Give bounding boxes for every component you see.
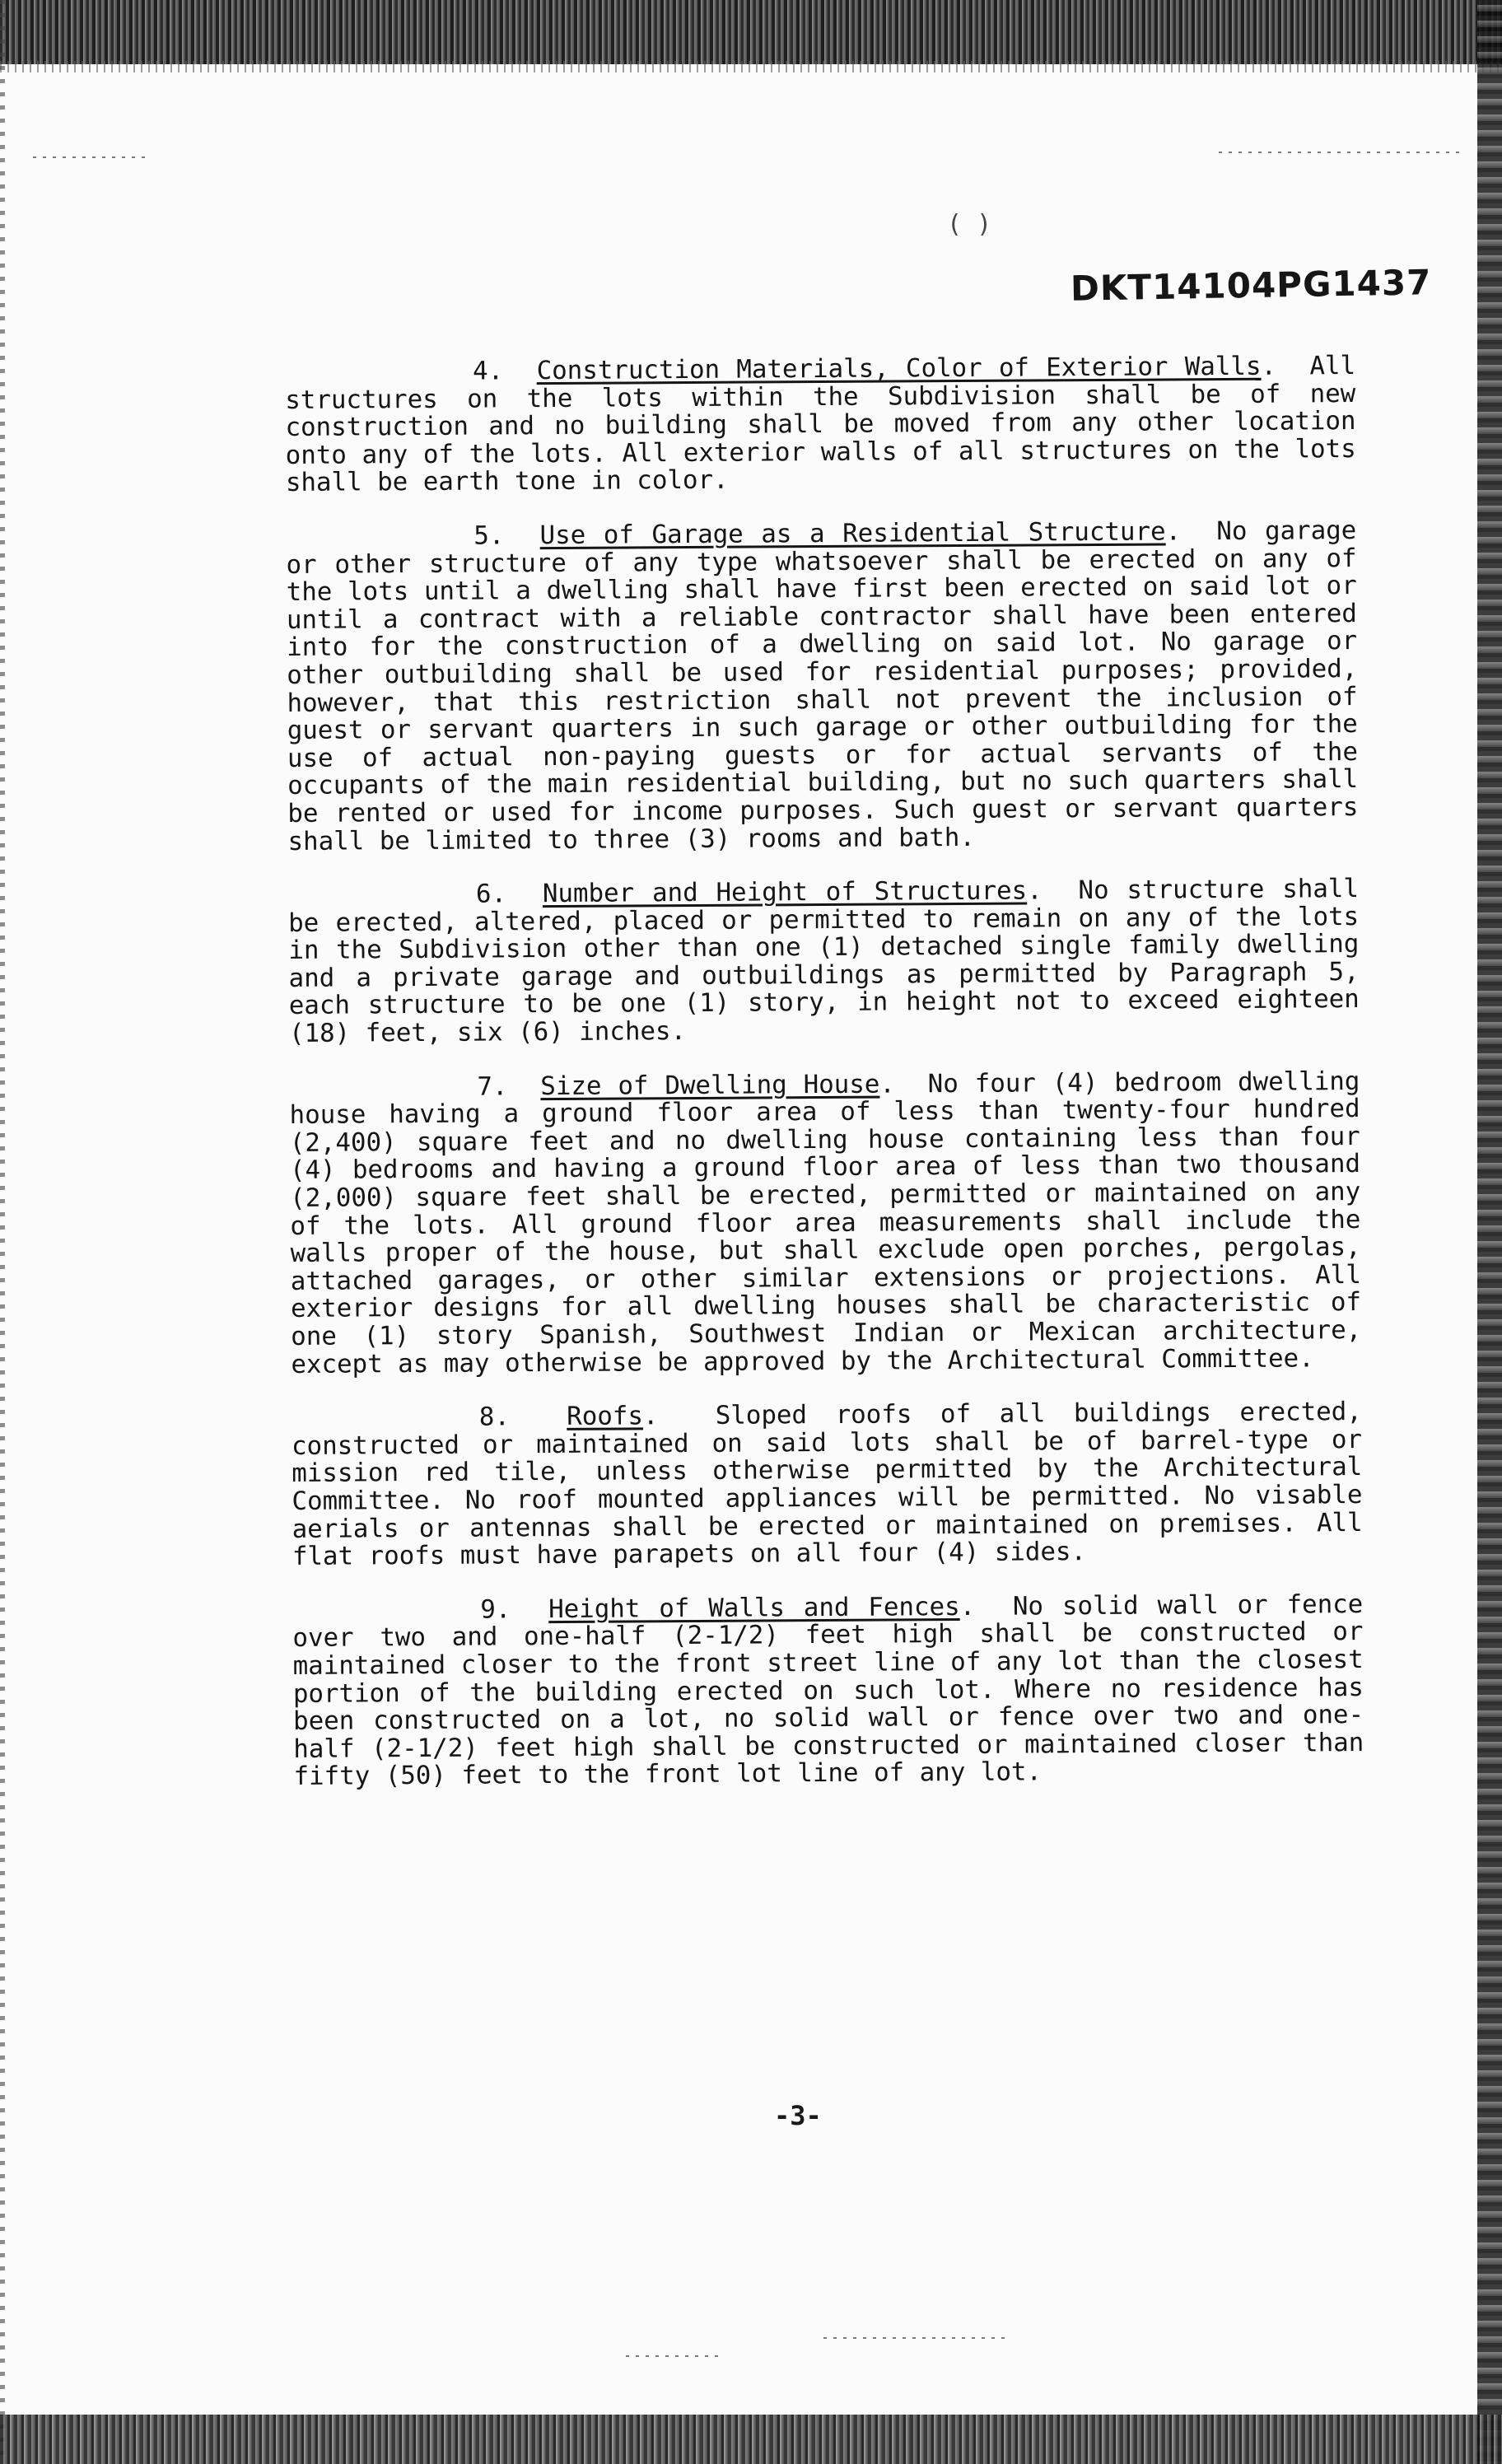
paragraph-text: No four (4) bedroom dwelling house having a ground floor area of less than twenty-four hundred (2,400) square feet and no dwelling house containing less than four (4) bedrooms and having a ground floor area of less than two thousand (2,000) square feet shall be erected, permitted or maintained on any of the lots. All ground floor area measurements shall include the walls proper of the house, but shall exclude open porches, pergolas, attached garages, or other similar extensions or projections. All exterior designs for all dwelling houses shall be characteristic of one (1) story Spanish, Southwest Indian or Mexican architecture, except as may otherwise be approved by the Architectural Committee. bbox=[289, 1066, 1362, 1379]
scan-speck bbox=[823, 2337, 1005, 2339]
paragraph-number: 9. bbox=[480, 1594, 511, 1625]
paragraph-heading: Use of Garage as a Residential Structure bbox=[539, 516, 1166, 551]
scan-noise-top bbox=[0, 0, 1502, 64]
scan-noise-bottom bbox=[0, 2415, 1502, 2464]
scan-noise-right bbox=[1477, 0, 1502, 2464]
paragraph-number: 8. bbox=[478, 1402, 511, 1432]
paragraph-text: All structures on the lots within the Subdivision shall be of new construction and no building shall be moved from any other location onto any of the lots. All exterior walls of all structures on the lots shall be earth tone in color. bbox=[285, 351, 1356, 498]
paragraph-6: 6. Number and Height of Structures. No structure shall be erected, altered, placed or permitted to remain on any of the lots in the Subdivision other than one (1) detached single family dwelling and a private garage and outbuildings as permitted by Paragraph 5, each structure to be one (1) story, in height not to exceed eighteen (18) feet, six (6) inches. bbox=[288, 874, 1360, 1049]
paragraph-8: 8. Roofs. Sloped roofs of all buildings erected, constructed or maintained on said lots shall be of barrel-type or mission red tile, unless otherwise permitted by the Architectural Committee. No roof mounted appliances will be permitted. No visable aerials or antennas shall be erected or maintained on premises. All flat roofs must have parapets on all four (4) sides. bbox=[291, 1397, 1363, 1572]
paragraph-9: 9. Height of Walls and Fences. No solid wall or fence over two and one-half (2-1/2) feet high shall be constructed or maintained closer to the front street line of any lot than the closest portion of the building erected on such lot. Where no residence has been constructed on a lot, no solid wall or fence over two and one-half (2-1/2) feet high shall be constructed or maintained closer than fifty (50) feet to the front lot line of any lot. bbox=[292, 1589, 1364, 1792]
paragraph-text: No structure shall be erected, altered, placed or permitted to remain on any of the lots in the Subdivision other than one (1) detached single family dwelling and a private garage and outbuildings as permitted by Paragraph 5, each structure to be one (1) story, in height not to exceed eighteen (18) feet, six (6) inches. bbox=[288, 874, 1360, 1049]
paragraph-text: No garage or other structure of any type whatsoever shall be erected on any of the lots until a dwelling shall have first been erected on said lot or until a contract with a reliable contractor shall have been entered into for the construction of a dwelling on said lot. No garage or other outbuilding shall be used for residential purposes; provided, however, that this restriction shall not prevent the inclusion of guest or servant quarters in such garage or other outbuilding for the use of actual non-paying guests or for actual servants of the occupants of the main residential building, but no such quarters shall be rented or used for income purposes. Such guest or servant quarters shall be limited to three (3) rooms and bath. bbox=[286, 516, 1359, 856]
scan-speck bbox=[1219, 152, 1466, 153]
paragraph-heading: Size of Dwelling House bbox=[540, 1069, 880, 1101]
document-number: DKT14104PG1437 bbox=[1070, 262, 1432, 309]
paragraph-number: 5. bbox=[473, 520, 505, 551]
paragraph-text: Sloped roofs of all buildings erected, constructed or maintained on said lots shall be of barrel-type or mission red tile, unless otherwise permitted by the Architectural Committee. No roof mounted appliances will be permitted. No visable aerials or antennas shall be erected or maintained on premises. All flat roofs must have parapets on all four (4) sides. bbox=[291, 1397, 1363, 1572]
scan-speck bbox=[626, 2355, 725, 2357]
paragraph-heading: Number and Height of Structures bbox=[542, 875, 1028, 909]
paragraph-7: 7. Size of Dwelling House. No four (4) bedroom dwelling house having a ground floor area of less than twenty-four hundred (2,400) square feet and no dwelling house containing less than four (4) bedrooms and having a ground floor area of less than two thousand (2,000) square feet shall be erected, permitted or maintained on any of the lots. All ground floor area measurements shall include the walls proper of the house, but shall exclude open porches, pergolas, attached garages, or other similar extensions or projections. All exterior designs for all dwelling houses shall be characteristic of one (1) story Spanish, Southwest Indian or Mexican architecture, except as may otherwise be approved by the Architectural Committee. bbox=[289, 1066, 1362, 1379]
paragraph-number: 6. bbox=[475, 879, 507, 909]
scan-speck bbox=[33, 156, 148, 158]
paragraph-heading: Construction Materials, Color of Exterior Walls bbox=[536, 351, 1262, 386]
paragraph-4: 4. Construction Materials, Color of Exterior Walls. All structures on the lots within the Subdivision shall be of new construction and no building shall be moved from any other location onto any of the lots. All exterior walls of all structures on the lots shall be earth tone in color. bbox=[285, 351, 1356, 498]
document-body bbox=[285, 352, 1364, 1818]
scan-artifact-mark: ( ) bbox=[947, 210, 992, 239]
paragraph-number: 4. bbox=[472, 356, 504, 386]
scan-noise-left bbox=[0, 0, 5, 2464]
paragraph-heading: Height of Walls and Fences bbox=[548, 1591, 960, 1624]
paragraph-text: No solid wall or fence over two and one-half (2-1/2) feet high shall be constructed or maintained closer to the front street line of any lot than the closest portion of the building erected on such lot. Where no residence has been constructed on a lot, no solid wall or fence over two and one-half (2-1/2) feet high shall be constructed or maintained closer than fifty (50) feet to the front lot line of any lot. bbox=[292, 1589, 1364, 1792]
paragraph-number: 7. bbox=[477, 1071, 508, 1102]
paragraph-heading: Roofs bbox=[567, 1401, 644, 1432]
page-number: -3- bbox=[774, 2100, 822, 2131]
paragraph-5: 5. Use of Garage as a Residential Structure. No garage or other structure of any type whatsoever shall be erected on any of the lots until a dwelling shall have first been erected on said lot or until a contract with a reliable contractor shall have been entered into for the construction of a dwelling on said lot. No garage or other outbuilding shall be used for residential purposes; provided, however, that this restriction shall not prevent the inclusion of guest or servant quarters in such garage or other outbuilding for the use of actual non-paying guests or for actual servants of the occupants of the main residential building, but no such quarters shall be rented or used for income purposes. Such guest or servant quarters shall be limited to three (3) rooms and bath. bbox=[286, 516, 1359, 856]
